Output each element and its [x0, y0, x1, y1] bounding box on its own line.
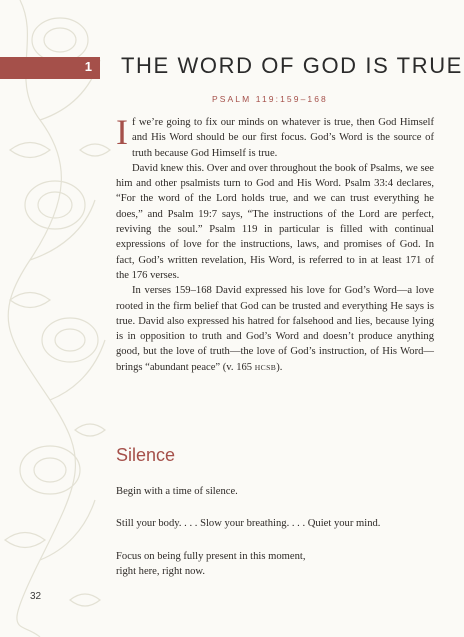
- bible-version: HCSB: [254, 362, 277, 372]
- paragraph-2: David knew this. Over and over throughout the book of Psalms, we see him and other psalmists turn to God and His Word. Psalm 33:4 declares, “For the word of the Lord holds true, and we can trust everything he does,” and Psalm 19:7 says, “The instructions of the Lord are perfect, reviving the soul.” Psalm 119 in particular is filled with continual expressions of love for the instructions, laws, and promises of God. In fact, God’s written revelation, His Word, is referred to in at least 171 of the 176 verses.: [116, 162, 434, 281]
- chapter-bar: [0, 57, 100, 79]
- paragraph-3: [116, 283, 434, 375]
- paragraph-1-text: f we’re going to fix our minds on whatever is true, then God Himself and His Word should be our first focus. God’s Word is the source of truth because God Himself is true.: [132, 117, 434, 159]
- silence-line-1: Begin with a time of silence.: [116, 486, 238, 497]
- paragraph-3-end: ).: [276, 361, 283, 373]
- chapter-number: 1: [84, 59, 92, 74]
- silence-line-3: Focus on being fully present in this moment,: [116, 551, 306, 562]
- chapter-title: THE WORD OF GOD IS TRUE: [121, 53, 463, 78]
- paragraph-3-text: In verses 159–168 David expressed his love for God’s Word—a love rooted in the firm belief that God can be trusted and everything He says is true. David also expressed his hatred for falsehood and lies, because lying is in opposition to truth and God’s Word and doesn’t produce anything good, but the love of truth—the love of God’s instruction, of His Word—brings “abundant peace” (v. 165: [116, 285, 434, 373]
- silence-line-2: Still your body. . . . Slow your breathing. . . . Quiet your mind.: [116, 518, 381, 529]
- body-text: [116, 112, 434, 375]
- floral-decoration: [0, 0, 120, 637]
- section-title-silence: Silence: [116, 445, 176, 465]
- drop-cap: I: [116, 112, 128, 152]
- page-number: 32: [30, 591, 42, 602]
- paragraph-1: [116, 112, 434, 161]
- silence-line-4: right here, right now.: [116, 566, 206, 577]
- scripture-reference: PSALM 119:159–168: [212, 94, 328, 104]
